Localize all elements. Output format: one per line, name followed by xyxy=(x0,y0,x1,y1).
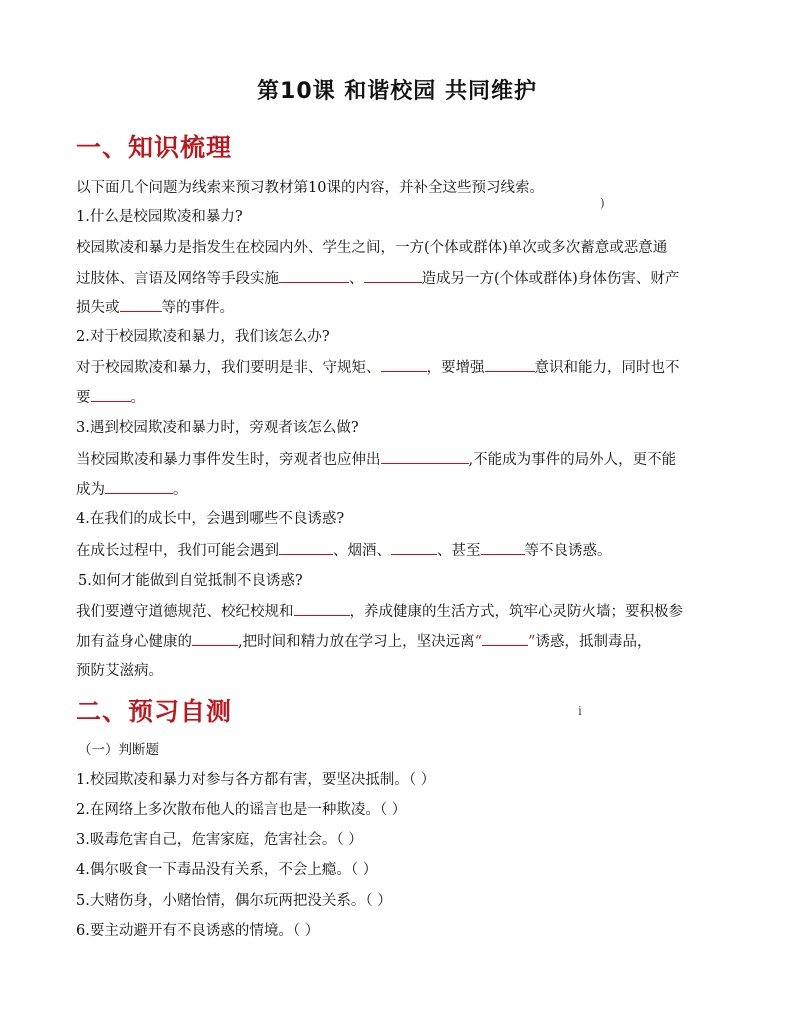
stray-mark: ) xyxy=(600,196,605,210)
fill-blank[interactable] xyxy=(279,268,349,283)
q1-line-2: 过肢体、言语及网络等手段实施 、 造成另一方(个体或群体)身体伤害、财产 xyxy=(76,268,726,289)
fill-blank[interactable] xyxy=(381,449,469,464)
intro-text: 以下面几个问题为线索来预习教材第10课的内容，并补全这些预习线索。 xyxy=(76,180,544,196)
fill-blank[interactable] xyxy=(91,387,131,402)
q5-line-2: 加有益身心健康的 ,把时间和精力放在学习上，坚决远离“ ”诱惑，抵制毒品， xyxy=(76,631,726,652)
judge-item-6: 6.要主动避开有不良诱惑的情境。（ ） xyxy=(76,923,320,939)
fill-blank[interactable] xyxy=(120,297,162,312)
q2-line-1: 对于校园欺凌和暴力，我们要明是非、守规矩、 ，要增强 意识和能力，同时也不 xyxy=(76,357,726,378)
fill-blank[interactable] xyxy=(279,540,333,555)
judge-item-2: 2.在网络上多次散布他人的谣言也是一种欺凌。（ ） xyxy=(76,802,407,818)
fill-blank[interactable] xyxy=(391,540,437,555)
judge-item-1: 1.校园欺凌和暴力对参与各方都有害，要坚决抵制。（ ） xyxy=(76,772,436,788)
q3-line-1: 当校园欺凌和暴力事件发生时，旁观者也应伸出 ,不能成为事件的局外人，更不能 xyxy=(76,449,726,470)
q2-line-2: 要 。 xyxy=(76,387,726,408)
fill-blank[interactable] xyxy=(482,631,528,646)
q1-line-3: 损失或 等的事件。 xyxy=(76,297,726,318)
judge-item-3: 3.吸毒危害自己，危害家庭，危害社会。（ ） xyxy=(76,832,363,848)
page-title: 第10课 和谐校园 共同维护 xyxy=(257,79,537,104)
fill-blank[interactable] xyxy=(294,601,350,616)
q5-line-1: 我们要遵守道德规范、校纪校规和 ，养成健康的生活方式，筑牢心灵防火墙；要积极参 xyxy=(76,601,726,622)
section-heading-2: 二、预习自测 xyxy=(76,697,233,726)
fill-blank[interactable] xyxy=(481,540,525,555)
question-5: 5.如何才能做到自觉抵制不良诱惑? xyxy=(78,573,303,589)
fill-blank[interactable] xyxy=(485,357,535,372)
q3-line-2: 成为 。 xyxy=(76,479,726,500)
stray-mark: i xyxy=(578,704,582,718)
fill-blank[interactable] xyxy=(364,268,422,283)
q5-line-3: 预防艾滋病。 xyxy=(76,663,163,679)
fill-blank[interactable] xyxy=(192,631,238,646)
section-heading-1: 一、知识梳理 xyxy=(76,133,233,162)
q4-line-1: 在成长过程中，我们可能会遇到 、烟酒、 、甚至 等不良诱惑。 xyxy=(76,540,726,561)
question-3: 3.遇到校园欺凌和暴力时，旁观者该怎么做? xyxy=(76,420,359,436)
fill-blank[interactable] xyxy=(381,357,427,372)
question-2: 2.对于校园欺凌和暴力，我们该怎么办? xyxy=(76,329,330,345)
question-1: 1.什么是校园欺凌和暴力? xyxy=(76,209,243,225)
judge-item-5: 5.大赌伤身，小赌怡情，偶尔玩两把没关系。（ ） xyxy=(76,893,392,909)
fill-blank[interactable] xyxy=(105,479,173,494)
question-4: 4.在我们的成长中，会遇到哪些不良诱惑? xyxy=(76,511,345,527)
judge-heading: （一）判断题 xyxy=(78,742,159,758)
judge-item-4: 4.偶尔吸食一下毒品没有关系，不会上瘾。（ ） xyxy=(76,862,378,878)
q1-line-1: 校园欺凌和暴力是指发生在校园内外、学生之间，一方(个体或群体)单次或多次蓄意或恶意通 xyxy=(76,240,668,256)
